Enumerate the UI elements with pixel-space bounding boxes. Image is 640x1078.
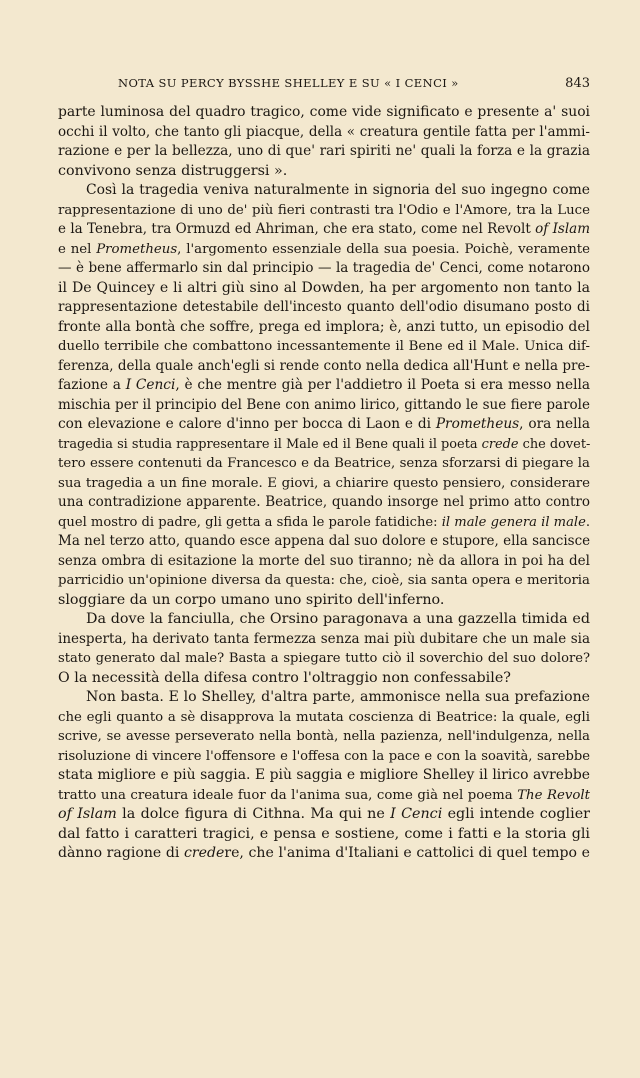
text-line: razione e per la bellezza, uno di que' rari spiriti ne' quali la forza e la grazia <box>58 143 590 159</box>
text-line: stata migliore e più saggia. E più saggia e migliore Shelley il lirico avrebbe <box>58 767 590 783</box>
paragraph-4 <box>58 688 590 864</box>
text-line: il De Quincey e li altri giù sino al Dowden, ha per argomento non tanto la <box>58 279 590 296</box>
text-line: O la necessità della difesa contro l'oltraggio non confessabile? <box>58 669 511 686</box>
text-line: duello terribile che combattono incessantemente il Bene ed il Male. Unica dif- <box>58 339 590 354</box>
text-line: tragedia si studia rappresentare il Male ed il Bene quali il poeta crede che dovet- <box>58 436 591 452</box>
text-line: Da dove la fanciulla, che Orsino paragonava a una gazzella timida ed <box>86 611 590 627</box>
text-line: sua tragedia a un fine morale. E giovi, a chiarire questo pensiero, considerare <box>58 475 590 491</box>
page-header <box>58 76 590 96</box>
text-line: rappresentazione detestabile dell'incesto quanto dell'odio disumano posto di <box>58 299 590 315</box>
text-line: dànno ragione di credere, che l'anima d'Italiani e cattolici di quel tempo e <box>58 845 590 861</box>
text-line: — è bene affermarlo sin dal principio — la tragedia de' Cenci, come notarono <box>58 260 590 276</box>
text-line: senza ombra di esitazione la morte del suo tiranno; nè da allora in poi ha del <box>58 552 590 569</box>
text-line: of Islam la dolce figura di Cithna. Ma qui ne I Cenci egli intende coglier <box>58 806 590 822</box>
text-line: inesperta, ha derivato tanta fermezza senza mai più dubitare che un male sia <box>58 630 590 647</box>
paragraph-3 <box>58 610 590 688</box>
text-line: risoluzione di vincere l'offensore e l'offesa con la pace e con la soavità, sarebbe <box>58 748 590 764</box>
text-line: convivono senza distruggersi ». <box>58 162 288 179</box>
text-line: Non basta. E lo Shelley, d'altra parte, ammonisce nella sua prefazione <box>86 689 590 705</box>
text-line: e nel Prometheus, l'argomento essenziale della sua poesia. Poichè, veramente <box>58 241 590 257</box>
running-head: NOTA SU PERCY BYSSHE SHELLEY E SU « I CENCI » <box>118 76 459 90</box>
body-text <box>58 103 590 864</box>
text-line: quel mostro di padre, gli getta a sfida le parole fatidiche: il male genera il male. <box>58 514 591 530</box>
text-line: mischia per il principio del Bene con animo lirico, gittando le sue fiere parole <box>58 396 590 413</box>
paragraph-2 <box>58 181 590 610</box>
page-number: 843 <box>565 76 590 91</box>
text-line: dal fatto i caratteri tragici, e pensa e sostiene, come i fatti e la storia gli <box>58 825 590 842</box>
text-line: rappresentazione di uno de' più fieri contrasti tra l'Odio e l'Amore, tra la Luce <box>58 202 590 218</box>
text-line: occhi il volto, che tanto gli piacque, della « creatura gentile fatta per l'ammi- <box>58 123 590 140</box>
text-line: Così la tragedia veniva naturalmente in signoria del suo ingegno come <box>86 182 590 198</box>
text-line: parte luminosa del quadro tragico, come vide significato e presente a' suoi <box>58 104 590 120</box>
text-line: tratto una creatura ideale fuor da l'anima sua, come già nel poema The Revolt <box>58 787 590 803</box>
text-line: sloggiare da un corpo umano uno spirito dell'inferno. <box>58 591 445 608</box>
text-line: parricidio un'opinione diversa da questa: che, cioè, sia santa opera e meritoria <box>58 573 590 588</box>
text-line: fronte alla bontà che soffre, prega ed implora; è, anzi tutto, un episodio del <box>58 318 590 335</box>
text-line: Ma nel terzo atto, quando esce appena dal suo dolore e stupore, ella sancisce <box>58 533 591 549</box>
text-line: che egli quanto a sè disapprova la mutata coscienza di Beatrice: la quale, egli <box>58 709 590 725</box>
text-line: fazione a I Cenci, è che mentre già per l'addietro il Poeta si era messo nella <box>58 377 590 393</box>
text-line: con elevazione e calore d'inno per bocca di Laon e di Prometheus, ora nella <box>58 416 590 432</box>
text-line: scrive, se avesse perseverato nella bontà, nella pazienza, nell'indulgenza, nella <box>58 729 590 744</box>
text-line: tero essere contenuti da Francesco e da Beatrice, senza sforzarsi di piegare la <box>58 456 590 471</box>
text-line: e la Tenebra, tra Ormuzd ed Ahriman, che era stato, come nel Revolt of Islam <box>58 221 591 237</box>
text-line: ferenza, della quale anch'egli si rende conto nella dedica all'Hunt e nella pre- <box>58 357 590 374</box>
text-line: stato generato dal male? Basta a spiegare tutto ciò il soverchio del suo dolore? <box>58 651 590 666</box>
paragraph-1 <box>58 103 590 181</box>
text-line: una contradizione apparente. Beatrice, quando insorge nel primo atto contro <box>58 494 590 510</box>
